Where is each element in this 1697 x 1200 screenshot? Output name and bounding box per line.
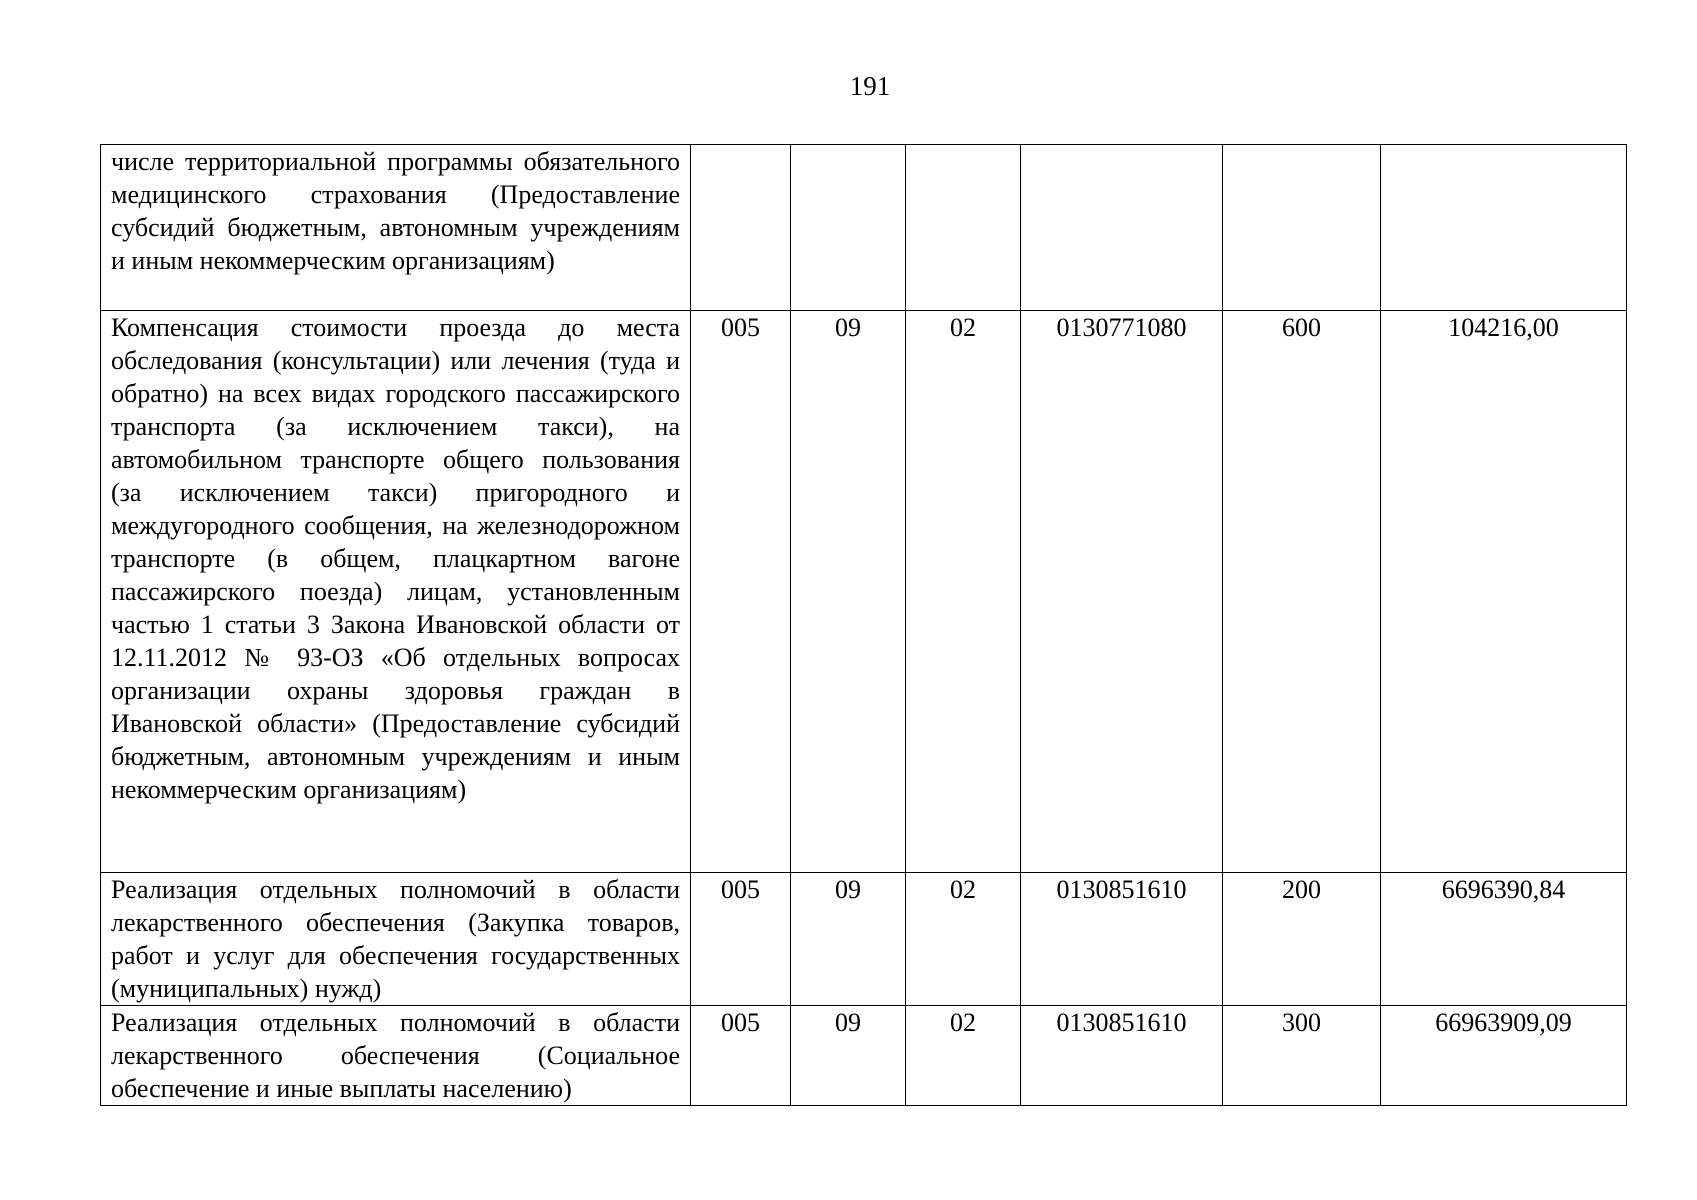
amount <box>1381 145 1627 311</box>
ministry-code: 005 <box>691 311 791 873</box>
row-description: числе территориальной программы обязательного медицинского страхования (Предоставление субсидий бюджетным, автономным учреждениям и иным некоммерческим организациям) <box>101 145 691 311</box>
row-description: Реализация отдельных полномочий в области лекарственного обеспечения (Закупка товаров, работ и услуг для обеспечения государственных (муниципальных) нужд) <box>101 873 691 1006</box>
table-row <box>101 1006 1627 1106</box>
ministry-code <box>691 145 791 311</box>
table-row <box>101 311 1627 873</box>
amount: 66963909,09 <box>1381 1006 1627 1106</box>
subsection-code: 02 <box>906 1006 1021 1106</box>
target-article-code <box>1021 145 1223 311</box>
section-code: 09 <box>791 1006 906 1106</box>
expense-type-code: 300 <box>1223 1006 1381 1106</box>
table-row <box>101 145 1627 311</box>
ministry-code: 005 <box>691 873 791 1006</box>
expense-type-code <box>1223 145 1381 311</box>
target-article-code: 0130851610 <box>1021 1006 1223 1106</box>
target-article-code: 0130771080 <box>1021 311 1223 873</box>
subsection-code: 02 <box>906 873 1021 1006</box>
table-row <box>101 873 1627 1006</box>
target-article-code: 0130851610 <box>1021 873 1223 1006</box>
section-code: 09 <box>791 311 906 873</box>
subsection-code: 02 <box>906 311 1021 873</box>
expense-type-code: 200 <box>1223 873 1381 1006</box>
page-number: 191 <box>849 71 891 101</box>
ministry-code: 005 <box>691 1006 791 1106</box>
row-description: Компенсация стоимости проезда до места обследования (консультации) или лечения (туда и обратно) на всех видах городского пассажирского транспорта (за исключением такси), на автомобильном транспорте общего пользования (за исключением такси) пригородного и междугородного сообщения, на железнодорожном транспорте (в общем, плацкартном вагоне пассажирского поезда) лицам, установленным частью 1 статьи 3 Закона Ивановской области от 12.11.2012 № 93-ОЗ «Об отдельных вопросах организации охраны здоровья граждан в Ивановской области» (Предоставление субсидий бюджетным, автономным учреждениям и иным некоммерческим организациям) <box>101 311 691 873</box>
section-code <box>791 145 906 311</box>
amount: 6696390,84 <box>1381 873 1627 1006</box>
section-code: 09 <box>791 873 906 1006</box>
subsection-code <box>906 145 1021 311</box>
budget-table <box>100 144 1627 1106</box>
row-description: Реализация отдельных полномочий в области лекарственного обеспечения (Социальное обеспечение и иные выплаты населению) <box>101 1006 691 1106</box>
amount: 104216,00 <box>1381 311 1627 873</box>
expense-type-code: 600 <box>1223 311 1381 873</box>
